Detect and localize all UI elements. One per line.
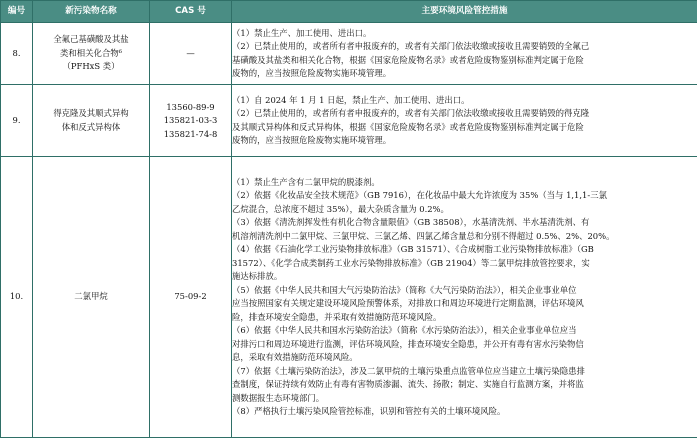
control-measures (232, 23, 697, 85)
pollutant-name-line: 类和相关化合物⁶ (60, 47, 122, 58)
measure-line: （7）依据《土壤污染防治法》，涉及二氯甲烷的土壤污染重点监管单位应当建立土壤污染隐患排 (232, 365, 585, 376)
header-number: 编号 (1, 1, 33, 23)
measure-line: （2）已禁止使用的，或者所有者申报废弃的，或者有关部门依法收缴或接收且需要销毁的得克隆 (232, 108, 590, 119)
measure-line: （6）依据《中华人民共和国水污染防治法》（简称《水污染防治法》），相关企业事业单位应当 (232, 325, 577, 336)
measure-line: 废物的，应当按照危险废物实施环境管理。 (232, 135, 392, 146)
cas-number (150, 157, 232, 438)
measure-line: （5）依据《中华人民共和国大气污染防治法》（简称《大气污染防治法》），相关企业事业单位 (232, 284, 577, 295)
cas-number-line: — (186, 47, 195, 58)
measure-line: 31572）、《化学合成类制药工业水污染物排放标准》（GB 21904）等二氯甲烷排放管控要求，实 (232, 257, 590, 268)
measure-line: 息，采取有效措施防范环境风险。 (232, 352, 358, 363)
table-row (1, 23, 697, 85)
measure-line: （3）依据《清洗剂挥发性有机化合物含量限值》（GB 38508），水基清洗剂、半水基清洗剂、有 (232, 217, 590, 228)
measure-line: 施达标排放。 (232, 271, 283, 282)
measure-line: 测数据报生态环境部门。 (232, 392, 325, 403)
measure-line: 乙烷混合，总浓度不超过 35%），最大杂质含量为 0.2%。 (232, 203, 449, 214)
measure-line: 机溶剂清洗剂中二氯甲烷、三氯甲烷、三氯乙烯、四氯乙烯含量总和分别不得超过 0.5%、2%、20%。 (232, 230, 615, 241)
control-measures (232, 85, 697, 157)
measure-line: （8）严格执行土壤污染风险管控标准，识别和管控有关的土壤环境风险。 (232, 406, 506, 417)
measure-line: （4）依据《石油化学工业污染物排放标准》（GB 31571）、《合成树脂工业污染物排放标准》（GB (232, 244, 594, 255)
measure-line: （1）禁止生产、加工使用、进出口。 (232, 27, 372, 38)
table-header-row (1, 1, 697, 23)
cas-number-line: 13560-89-9 (166, 101, 215, 112)
cas-number (150, 23, 232, 85)
cas-number (150, 85, 232, 157)
measure-line: （2）已禁止使用的，或者所有者申报废弃的，或者有关部门依法收缴或接收且需要销毁的全氟己 (232, 41, 590, 52)
cas-number-line: 75-09-2 (174, 291, 207, 302)
row-number: 8. (1, 23, 33, 85)
row-number: 9. (1, 85, 33, 157)
measure-line: 对排污口和周边环境进行监测，评估环境风险，排查环境安全隐患，并公开有毒有害水污染物信 (232, 338, 584, 349)
measure-line: （2）依据《化妆品安全技术规范》（GB 7916），在化妆品中最大允许浓度为 35%（当与 1,1,1-三氯 (232, 190, 607, 201)
measure-line: 基磺酸及其盐类和相关化合物，根据《国家危险废物名录》或者危险废物鉴别标准判定属于危险 (232, 54, 584, 65)
header-cas-number: CAS 号 (150, 1, 232, 23)
pollutant-name (33, 157, 150, 438)
pollutant-name-line: （PFHxS 类） (62, 61, 120, 72)
pollutant-name (33, 85, 150, 157)
pollutant-name (33, 23, 150, 85)
control-measures (232, 157, 697, 438)
pollutant-name-line: 全氟己基磺酸及其盐 (53, 34, 129, 45)
table-row (1, 85, 697, 157)
measure-line: 险，排查环境安全隐患，并采取有效措施防范环境风险。 (232, 311, 442, 322)
cas-number-line: 135821-74-8 (163, 128, 218, 139)
measure-line: 废物的，应当按照危险废物实施环境管理。 (232, 68, 392, 79)
measure-line: 及其顺式异构体和反式异构体，根据《国家危险废物名录》或者危险废物鉴别标准判定属于危险 (232, 121, 584, 132)
table-row (1, 157, 697, 438)
measure-line: 应当按照国家有关规定建设环境风险预警体系，对排放口和周边环境进行定期监测，评估环境风 (232, 298, 584, 309)
header-pollutant-name: 新污染物名称 (33, 1, 150, 23)
pollutant-name-line: 体和反式异构体 (61, 121, 121, 132)
row-number: 10. (1, 157, 33, 438)
header-control-measures: 主要环境风险管控措施 (232, 1, 697, 23)
pollutant-name-line: 得克隆及其顺式异构 (53, 108, 129, 119)
cas-number-line: 135821-03-3 (163, 115, 218, 126)
measure-line: （1）禁止生产含有二氯甲烷的脱漆剂。 (232, 176, 380, 187)
measure-line: （1）自 2024 年 1 月 1 日起，禁止生产、加工使用、进出口。 (232, 94, 470, 105)
measure-line: 查制度，保证持续有效防止有毒有害物质渗漏、流失、扬散；制定、实施自行监测方案，并将监 (232, 379, 584, 390)
pollutant-name-line: 二氯甲烷 (74, 291, 108, 302)
